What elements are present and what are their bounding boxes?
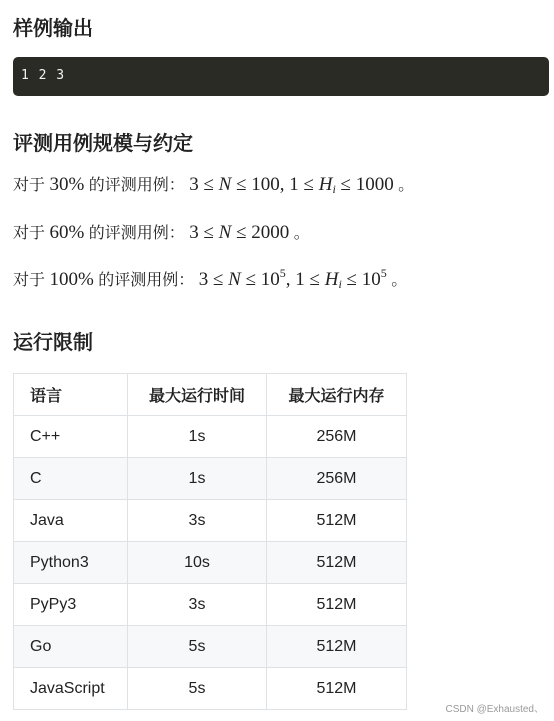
constraints-heading: 评测用例规模与约定 (13, 133, 193, 155)
table-row: Java 3s 512M (14, 500, 407, 542)
header-time: 最大运行时间 (128, 374, 267, 416)
sample-output-code-block[interactable] (13, 57, 549, 96)
limits-table (13, 373, 407, 710)
constraint-line-60: 对于 60% 的评测用例： 3 ≤ N ≤ 2000 。 (13, 222, 310, 243)
header-language: 语言 (14, 374, 128, 416)
percent-value: 100% (49, 269, 94, 290)
sample-output-heading: 样例输出 (13, 18, 93, 40)
constraint-math: $3 \le N \le 10^5$, $1 \le H_i \le 10^5$ (198, 266, 387, 291)
table-row: PyPy3 3s 512M (14, 584, 407, 626)
constraint-line-30: 对于 30% 的评测用例： 3 ≤ N ≤ 100, $1 \le H_i \le 1000$ 。 (13, 174, 415, 196)
watermark: CSDN @Exhausted、 (445, 704, 544, 715)
table-row: C 1s 256M (14, 458, 407, 500)
constraint-math: 3 ≤ N ≤ 2000 (189, 222, 290, 243)
header-memory: 最大运行内存 (267, 374, 407, 416)
table-row: Python3 10s 512M (14, 542, 407, 584)
table-header-row (14, 374, 407, 416)
constraint-line-100: 对于 100% 的评测用例： $3 \le N \le 10^5$, $1 \le H_i \le 10^5$ 。 (13, 266, 408, 291)
table-row: Go 5s 512M (14, 626, 407, 668)
table-row: C++ 1s 256M (14, 416, 407, 458)
percent-value: 60% (49, 222, 85, 243)
percent-value: 30% (49, 174, 85, 195)
sample-output-code: 1 2 3 (21, 68, 66, 83)
limits-heading: 运行限制 (13, 332, 93, 354)
constraint-math: 3 ≤ N ≤ 100, $1 \le H_i \le 1000$ (189, 174, 394, 196)
table-row: JavaScript 5s 512M (14, 668, 407, 710)
